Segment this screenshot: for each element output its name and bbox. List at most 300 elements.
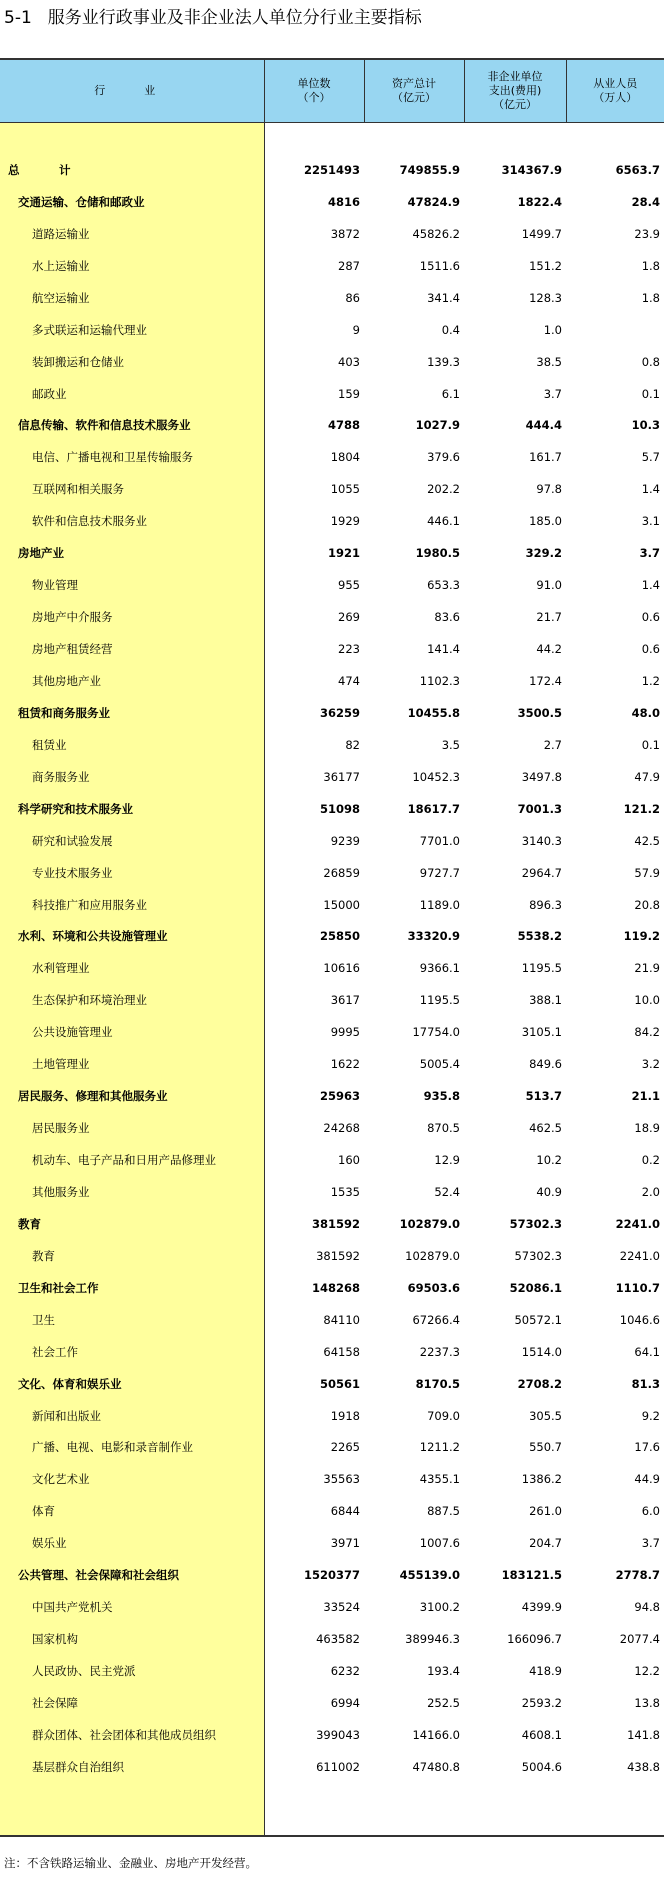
units-cell: 26859	[323, 865, 360, 880]
units-cell: 24268	[323, 1121, 360, 1136]
industry-name-cell: 其他房地产业	[0, 665, 264, 697]
industry-name-cell: 研究和试验发展	[0, 825, 264, 857]
employees-cell: 44.9	[634, 1472, 660, 1487]
subcategory-row	[0, 952, 664, 984]
subcategory-row	[0, 857, 664, 889]
expense-cell: 1514.0	[521, 1344, 562, 1359]
assets-cell: 1980.5	[415, 546, 460, 561]
expense-cell: 2593.2	[521, 1695, 562, 1710]
employees-cell: 0.1	[641, 386, 660, 401]
assets-cell: 709.0	[427, 1408, 460, 1423]
employees-cell: 5.7	[641, 450, 660, 465]
assets-cell: 341.4	[427, 290, 460, 305]
subcategory-row	[0, 761, 664, 793]
expense-cell: 5538.2	[517, 929, 562, 944]
expense-cell: 261.0	[529, 1504, 562, 1519]
assets-cell: 379.6	[427, 450, 460, 465]
expense-cell: 91.0	[536, 578, 562, 593]
assets-cell: 5005.4	[419, 1057, 460, 1072]
assets-cell: 83.6	[434, 610, 460, 625]
assets-cell: 7701.0	[419, 833, 460, 848]
subcategory-row	[0, 505, 664, 537]
employees-cell: 10.0	[634, 993, 660, 1008]
employees-cell: 23.9	[634, 226, 660, 241]
employees-cell: 0.1	[641, 737, 660, 752]
industry-name-cell: 卫生和社会工作	[0, 1272, 264, 1304]
units-cell: 1055	[330, 482, 360, 497]
industry-name-cell: 电信、广播电视和卫星传输服务	[0, 441, 264, 473]
expense-cell: 204.7	[529, 1536, 562, 1551]
industry-name-cell: 机动车、电子产品和日用产品修理业	[0, 1144, 264, 1176]
industry-name-cell: 总 计	[0, 154, 264, 186]
employees-cell: 2077.4	[619, 1632, 660, 1647]
units-cell: 159	[338, 386, 360, 401]
expense-cell: 462.5	[529, 1121, 562, 1136]
spacer-cell	[264, 123, 364, 155]
footnote: 注：不含铁路运输业、金融业、房地产开发经营。	[4, 1856, 257, 1870]
expense-cell: 4608.1	[521, 1727, 562, 1742]
expense-cell: 305.5	[529, 1408, 562, 1423]
assets-cell: 1511.6	[419, 258, 460, 273]
end-cell	[264, 1783, 364, 1836]
industry-name-cell: 租赁和商务服务业	[0, 697, 264, 729]
units-cell: 10616	[323, 961, 360, 976]
expense-cell: 896.3	[529, 897, 562, 912]
subcategory-row	[0, 1623, 664, 1655]
expense-cell: 3.7	[543, 386, 562, 401]
units-cell: 1535	[330, 1184, 360, 1199]
assets-cell: 9366.1	[419, 961, 460, 976]
units-cell: 269	[338, 610, 360, 625]
employees-cell: 47.9	[634, 769, 660, 784]
units-cell: 148268	[311, 1280, 360, 1295]
assets-cell: 749855.9	[399, 162, 460, 177]
industry-name-cell: 基层群众自治组织	[0, 1751, 264, 1783]
spacer-cell	[364, 123, 464, 155]
units-cell: 1804	[330, 450, 360, 465]
assets-cell: 139.3	[427, 354, 460, 369]
assets-cell: 47824.9	[407, 194, 460, 209]
assets-cell: 1102.3	[419, 673, 460, 688]
units-cell: 160	[338, 1153, 360, 1168]
units-cell: 6232	[330, 1664, 360, 1679]
spacer-cell	[566, 123, 664, 155]
expense-cell: 52086.1	[509, 1280, 562, 1295]
assets-cell: 2237.3	[419, 1344, 460, 1359]
table-header-row	[0, 59, 664, 123]
subcategory-row	[0, 250, 664, 282]
assets-cell: 446.1	[427, 514, 460, 529]
assets-cell: 9727.7	[419, 865, 460, 880]
units-cell: 35563	[323, 1472, 360, 1487]
units-cell: 1520377	[303, 1568, 360, 1583]
subcategory-row	[0, 1240, 664, 1272]
employees-cell: 0.6	[641, 642, 660, 657]
subcategory-row	[0, 1463, 664, 1495]
employees-cell: 12.2	[634, 1664, 660, 1679]
industry-name-cell: 文化艺术业	[0, 1463, 264, 1495]
assets-cell: 69503.6	[407, 1280, 460, 1295]
subcategory-row	[0, 1495, 664, 1527]
expense-cell: 4399.9	[521, 1600, 562, 1615]
category-row	[0, 921, 664, 953]
units-cell: 15000	[323, 897, 360, 912]
units-cell: 3971	[330, 1536, 360, 1551]
expense-cell: 3500.5	[517, 705, 562, 720]
industry-name-cell: 文化、体育和娱乐业	[0, 1368, 264, 1400]
industry-name-cell: 群众团体、社会团体和其他成员组织	[0, 1719, 264, 1751]
industry-name-cell: 科学研究和技术服务业	[0, 793, 264, 825]
page-title	[4, 6, 422, 30]
industry-name-cell: 科技推广和应用服务业	[0, 889, 264, 921]
employees-cell: 21.9	[634, 961, 660, 976]
table-body	[0, 123, 664, 1836]
assets-cell: 653.3	[427, 578, 460, 593]
assets-cell: 1211.2	[419, 1440, 460, 1455]
industry-name-cell: 房地产业	[0, 537, 264, 569]
subcategory-row	[0, 601, 664, 633]
industry-name-cell: 卫生	[0, 1304, 264, 1336]
industry-name-cell: 装卸搬运和仓储业	[0, 346, 264, 378]
units-cell: 381592	[311, 1216, 360, 1231]
employees-cell: 0.6	[641, 610, 660, 625]
units-cell: 4788	[327, 418, 360, 433]
units-cell: 223	[338, 642, 360, 657]
employees-cell: 21.1	[631, 1089, 660, 1104]
industry-name-cell: 社会工作	[0, 1336, 264, 1368]
subcategory-row	[0, 1016, 664, 1048]
category-row	[0, 1559, 664, 1591]
employees-cell: 64.1	[634, 1344, 660, 1359]
expense-cell: 40.9	[536, 1184, 562, 1199]
subcategory-row	[0, 314, 664, 346]
expense-cell: 388.1	[529, 993, 562, 1008]
units-cell: 399043	[316, 1727, 360, 1742]
expense-cell: 1499.7	[521, 226, 562, 241]
industry-name-cell: 互联网和相关服务	[0, 473, 264, 505]
employees-cell: 1110.7	[615, 1280, 660, 1295]
units-cell: 1921	[327, 546, 360, 561]
industry-name-cell: 公共设施管理业	[0, 1016, 264, 1048]
industry-name-cell: 体育	[0, 1495, 264, 1527]
expense-cell: 128.3	[529, 290, 562, 305]
employees-cell: 28.4	[631, 194, 660, 209]
subcategory-row	[0, 1655, 664, 1687]
employees-cell: 81.3	[631, 1376, 660, 1391]
subcategory-row	[0, 984, 664, 1016]
subcategory-row	[0, 473, 664, 505]
employees-cell: 1.4	[641, 578, 660, 593]
subcategory-row	[0, 1400, 664, 1432]
employees-cell: 2778.7	[615, 1568, 660, 1583]
employees-cell: 1.4	[641, 482, 660, 497]
units-cell: 2265	[330, 1440, 360, 1455]
subcategory-row	[0, 889, 664, 921]
table-number: 5-1	[4, 8, 32, 28]
subcategory-row	[0, 1112, 664, 1144]
industry-name-cell: 邮政业	[0, 378, 264, 410]
employees-cell: 2.0	[641, 1184, 660, 1199]
expense-cell: 166096.7	[507, 1632, 562, 1647]
industry-name-cell: 多式联运和运输代理业	[0, 314, 264, 346]
subcategory-row	[0, 633, 664, 665]
units-cell: 1918	[330, 1408, 360, 1423]
units-cell: 1622	[330, 1057, 360, 1072]
column-header-expense: 非企业单位 支出(费用) （亿元）	[464, 59, 566, 123]
category-row	[0, 537, 664, 569]
units-cell: 25850	[319, 929, 360, 944]
industry-name-cell: 软件和信息技术服务业	[0, 505, 264, 537]
expense-cell: 57302.3	[509, 1216, 562, 1231]
subcategory-row	[0, 1751, 664, 1783]
subcategory-row	[0, 282, 664, 314]
employees-cell: 20.8	[634, 897, 660, 912]
assets-cell: 12.9	[434, 1153, 460, 1168]
industry-name-cell: 道路运输业	[0, 218, 264, 250]
assets-cell: 870.5	[427, 1121, 460, 1136]
assets-cell: 4355.1	[419, 1472, 460, 1487]
assets-cell: 6.1	[441, 386, 460, 401]
expense-cell: 2.7	[543, 737, 562, 752]
industry-name-cell: 商务服务业	[0, 761, 264, 793]
industry-name-cell: 房地产中介服务	[0, 601, 264, 633]
units-cell: 2251493	[303, 162, 360, 177]
industry-name-cell: 租赁业	[0, 729, 264, 761]
employees-cell: 1.8	[641, 290, 660, 305]
assets-cell: 0.4	[441, 322, 460, 337]
subcategory-row	[0, 1048, 664, 1080]
subcategory-row	[0, 1304, 664, 1336]
subcategory-row	[0, 729, 664, 761]
units-cell: 51098	[319, 801, 360, 816]
employees-cell: 9.2	[641, 1408, 660, 1423]
expense-cell: 3140.3	[521, 833, 562, 848]
units-cell: 84110	[323, 1312, 360, 1327]
subcategory-row	[0, 1176, 664, 1208]
subcategory-row	[0, 1527, 664, 1559]
expense-cell: 44.2	[536, 642, 562, 657]
expense-cell: 3497.8	[521, 769, 562, 784]
employees-cell: 17.6	[634, 1440, 660, 1455]
expense-cell: 185.0	[529, 514, 562, 529]
employees-cell: 18.9	[634, 1121, 660, 1136]
units-cell: 64158	[323, 1344, 360, 1359]
column-header-units: 单位数 （个）	[264, 59, 364, 123]
units-cell: 3872	[330, 226, 360, 241]
industry-name-cell: 水利、环境和公共设施管理业	[0, 921, 264, 953]
assets-cell: 455139.0	[399, 1568, 460, 1583]
expense-cell: 1822.4	[517, 194, 562, 209]
expense-cell: 57302.3	[514, 1248, 562, 1263]
employees-cell: 1046.6	[619, 1312, 660, 1327]
assets-cell: 1189.0	[419, 897, 460, 912]
total-row	[0, 154, 664, 186]
category-row	[0, 1272, 664, 1304]
employees-cell: 3.1	[641, 514, 660, 529]
expense-cell: 5004.6	[521, 1759, 562, 1774]
expense-cell: 2708.2	[517, 1376, 562, 1391]
expense-cell: 1195.5	[521, 961, 562, 976]
employees-cell: 10.3	[631, 418, 660, 433]
assets-cell: 3100.2	[419, 1600, 460, 1615]
assets-cell: 8170.5	[415, 1376, 460, 1391]
assets-cell: 14166.0	[412, 1727, 460, 1742]
employees-cell: 1.2	[641, 673, 660, 688]
expense-cell: 172.4	[529, 673, 562, 688]
industry-name-cell: 公共管理、社会保障和社会组织	[0, 1559, 264, 1591]
expense-cell: 3105.1	[521, 1025, 562, 1040]
industry-name-cell: 社会保障	[0, 1687, 264, 1719]
employees-cell: 2241.0	[615, 1216, 660, 1231]
employees-cell: 42.5	[634, 833, 660, 848]
expense-cell: 38.5	[536, 354, 562, 369]
industry-name-cell: 信息传输、软件和信息技术服务业	[0, 410, 264, 442]
industry-name-cell: 人民政协、民主党派	[0, 1655, 264, 1687]
end-cell	[566, 1783, 664, 1836]
industry-name-cell: 国家机构	[0, 1623, 264, 1655]
industry-name-cell: 生态保护和环境治理业	[0, 984, 264, 1016]
units-cell: 82	[345, 737, 360, 752]
assets-cell: 202.2	[427, 482, 460, 497]
assets-cell: 102879.0	[405, 1248, 460, 1263]
assets-cell: 18617.7	[407, 801, 460, 816]
assets-cell: 67266.4	[412, 1312, 460, 1327]
expense-cell: 151.2	[529, 258, 562, 273]
assets-cell: 1007.6	[419, 1536, 460, 1551]
expense-cell: 10.2	[536, 1153, 562, 1168]
expense-cell: 1.0	[543, 322, 562, 337]
subcategory-row	[0, 346, 664, 378]
subcategory-row	[0, 1432, 664, 1464]
subcategory-row	[0, 1336, 664, 1368]
units-cell: 9	[352, 322, 360, 337]
category-row	[0, 1368, 664, 1400]
indicators-table	[0, 58, 664, 1837]
employees-cell	[566, 314, 664, 346]
assets-cell: 52.4	[434, 1184, 460, 1199]
employees-cell: 57.9	[634, 865, 660, 880]
assets-cell: 1195.5	[419, 993, 460, 1008]
expense-cell: 513.7	[525, 1089, 562, 1104]
employees-cell: 0.2	[641, 1153, 660, 1168]
industry-name-cell: 水利管理业	[0, 952, 264, 984]
assets-cell: 935.8	[423, 1089, 460, 1104]
units-cell: 50561	[319, 1376, 360, 1391]
industry-name-cell: 航空运输业	[0, 282, 264, 314]
column-header-industry: 行 业	[0, 59, 264, 123]
industry-name-cell: 交通运输、仓储和邮政业	[0, 186, 264, 218]
units-cell: 33524	[323, 1600, 360, 1615]
industry-name-cell: 教育	[0, 1208, 264, 1240]
employees-cell: 2241.0	[619, 1248, 660, 1263]
employees-cell: 6.0	[641, 1504, 660, 1519]
units-cell: 474	[338, 673, 360, 688]
expense-cell: 849.6	[529, 1057, 562, 1072]
expense-cell: 50572.1	[514, 1312, 562, 1327]
industry-name-cell: 娱乐业	[0, 1527, 264, 1559]
expense-cell: 444.4	[525, 418, 562, 433]
units-cell: 403	[338, 354, 360, 369]
subcategory-row	[0, 378, 664, 410]
subcategory-row	[0, 1719, 664, 1751]
assets-cell: 887.5	[427, 1504, 460, 1519]
expense-cell: 1386.2	[521, 1472, 562, 1487]
spacer-cell	[0, 123, 264, 155]
expense-cell: 161.7	[529, 450, 562, 465]
spacer-cell	[464, 123, 566, 155]
units-cell: 381592	[316, 1248, 360, 1263]
category-row	[0, 186, 664, 218]
units-cell: 287	[338, 258, 360, 273]
assets-cell: 102879.0	[399, 1216, 460, 1231]
employees-cell: 3.7	[639, 546, 660, 561]
assets-cell: 3.5	[441, 737, 460, 752]
units-cell: 6994	[330, 1695, 360, 1710]
units-cell: 6844	[330, 1504, 360, 1519]
units-cell: 9995	[330, 1025, 360, 1040]
subcategory-row	[0, 1144, 664, 1176]
employees-cell: 6563.7	[615, 162, 660, 177]
category-row	[0, 793, 664, 825]
category-row	[0, 1208, 664, 1240]
industry-name-cell: 水上运输业	[0, 250, 264, 282]
industry-name-cell: 专业技术服务业	[0, 857, 264, 889]
column-header-assets: 资产总计 （亿元）	[364, 59, 464, 123]
units-cell: 1929	[330, 514, 360, 529]
units-cell: 9239	[330, 833, 360, 848]
industry-name-cell: 居民服务、修理和其他服务业	[0, 1080, 264, 1112]
units-cell: 36177	[323, 769, 360, 784]
subcategory-row	[0, 1687, 664, 1719]
industry-name-cell: 新闻和出版业	[0, 1400, 264, 1432]
industry-name-cell: 物业管理	[0, 569, 264, 601]
units-cell: 4816	[327, 194, 360, 209]
units-cell: 611002	[316, 1759, 360, 1774]
expense-cell: 329.2	[525, 546, 562, 561]
table-title: 服务业行政事业及非企业法人单位分行业主要指标	[47, 8, 422, 28]
units-cell: 36259	[319, 705, 360, 720]
assets-cell: 389946.3	[405, 1632, 460, 1647]
units-cell: 463582	[316, 1632, 360, 1647]
end-cell	[364, 1783, 464, 1836]
assets-cell: 10455.8	[407, 705, 460, 720]
industry-name-cell: 中国共产党机关	[0, 1591, 264, 1623]
employees-cell: 94.8	[634, 1600, 660, 1615]
expense-cell: 314367.9	[501, 162, 562, 177]
industry-name-cell: 教育	[0, 1240, 264, 1272]
industry-name-cell: 其他服务业	[0, 1176, 264, 1208]
assets-cell: 17754.0	[412, 1025, 460, 1040]
subcategory-row	[0, 825, 664, 857]
subcategory-row	[0, 218, 664, 250]
industry-name-cell: 房地产租赁经营	[0, 633, 264, 665]
expense-cell: 550.7	[529, 1440, 562, 1455]
assets-cell: 252.5	[427, 1695, 460, 1710]
subcategory-row	[0, 1591, 664, 1623]
expense-cell: 21.7	[536, 610, 562, 625]
employees-cell: 0.8	[641, 354, 660, 369]
industry-name-cell: 土地管理业	[0, 1048, 264, 1080]
column-header-employees: 从业人员 （万人）	[566, 59, 664, 123]
units-cell: 86	[345, 290, 360, 305]
assets-cell: 1027.9	[415, 418, 460, 433]
subcategory-row	[0, 665, 664, 697]
employees-cell: 48.0	[631, 705, 660, 720]
employees-cell: 13.8	[634, 1695, 660, 1710]
industry-name-cell: 居民服务业	[0, 1112, 264, 1144]
end-cell	[0, 1783, 264, 1836]
employees-cell: 119.2	[623, 929, 660, 944]
